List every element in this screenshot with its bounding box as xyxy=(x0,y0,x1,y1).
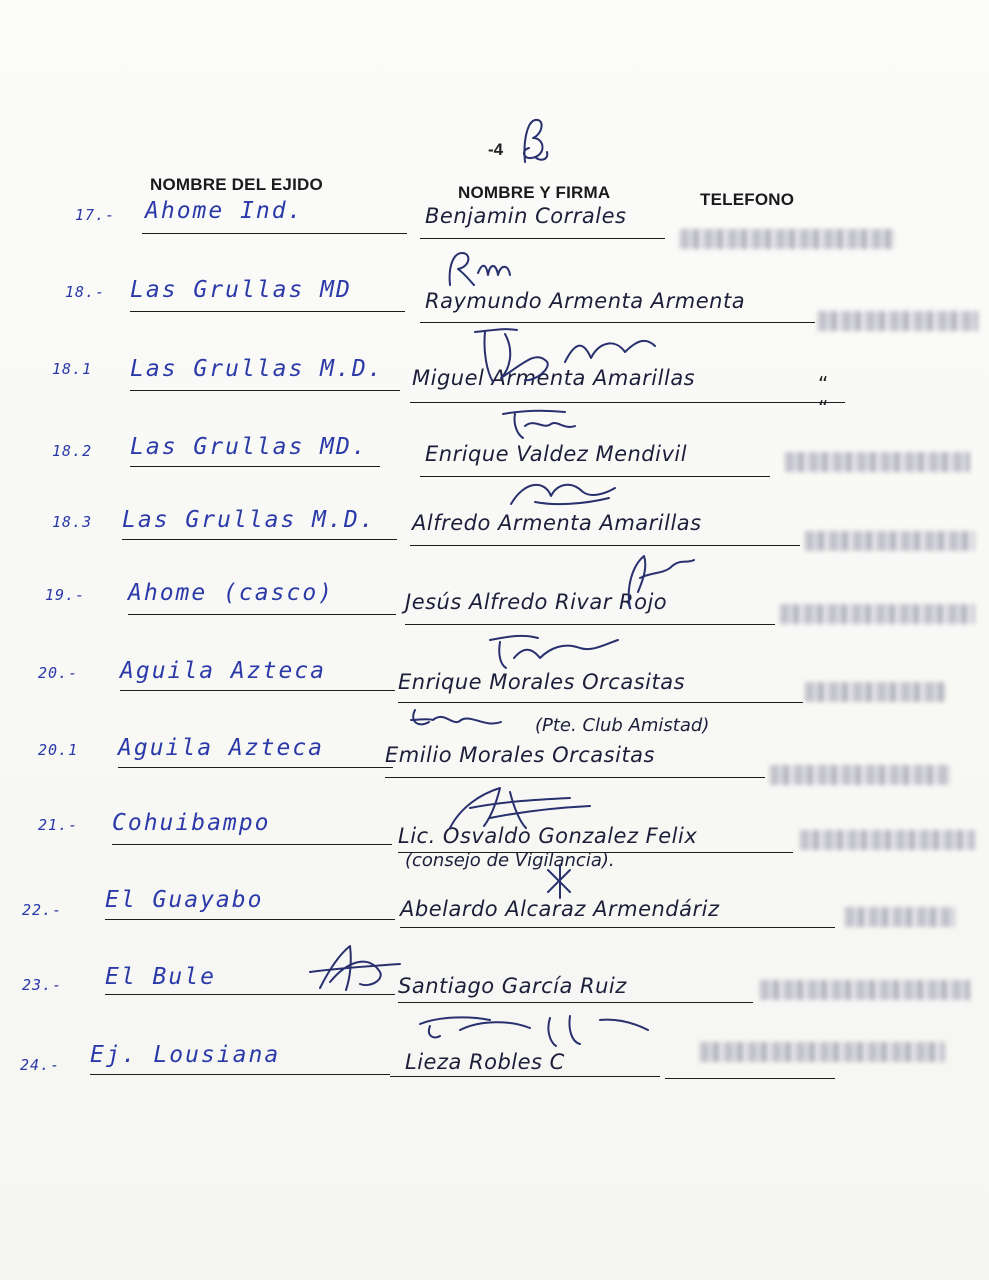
redacted-phone xyxy=(800,830,975,850)
redacted-phone xyxy=(818,311,978,331)
row-number: 18.1 xyxy=(52,360,93,378)
page-number: -4 xyxy=(488,140,504,159)
redacted-phone xyxy=(780,604,975,624)
table-row xyxy=(0,428,989,488)
ejido-name: Ahome Ind. xyxy=(145,198,304,224)
row-number: 20.- xyxy=(38,664,79,682)
ejido-name: Ej. Lousiana xyxy=(90,1042,281,1068)
redacted-phone xyxy=(770,765,950,785)
table-row xyxy=(0,352,989,420)
ejido-name: Aguila Azteca xyxy=(118,735,325,761)
row-number: 18.3 xyxy=(52,513,93,531)
ejido-name: El Bule xyxy=(105,964,216,990)
row-number: 22.- xyxy=(22,901,63,919)
table-row xyxy=(0,578,989,638)
row-number: 20.1 xyxy=(38,741,79,759)
header-telefono: TELEFONO xyxy=(700,190,795,209)
person-name: Enrique Valdez Mendivil xyxy=(425,442,688,466)
ditto-marks: “ “ xyxy=(818,372,889,420)
row-number: 18.- xyxy=(65,283,106,301)
table-row xyxy=(0,1040,989,1100)
redacted-phone xyxy=(845,907,955,927)
redacted-phone xyxy=(805,531,975,551)
redacted-phone xyxy=(785,452,970,472)
person-name: Benjamin Corrales xyxy=(425,204,627,228)
note-pte-club: (Pte. Club Amistad) xyxy=(535,715,710,736)
table-row xyxy=(0,656,989,716)
ejido-name: Ahome (casco) xyxy=(128,580,335,606)
redacted-phone xyxy=(680,229,895,249)
row-number: 24.- xyxy=(20,1056,61,1074)
person-name: Miguel Armenta Amarillas xyxy=(412,366,696,390)
ejido-name: El Guayabo xyxy=(105,887,264,913)
table-row xyxy=(0,275,989,335)
ejido-name: Las Grullas MD xyxy=(130,277,352,303)
person-name: Lic. Osvaldo Gonzalez Felix xyxy=(398,824,698,848)
row-number: 18.2 xyxy=(52,442,93,460)
redacted-phone xyxy=(700,1042,945,1062)
ejido-name: Las Grullas MD. xyxy=(130,434,368,460)
person-name: Santiago García Ruiz xyxy=(398,974,627,998)
row-number: 23.- xyxy=(22,976,63,994)
person-name: Jesús Alfredo Rivar Rojo xyxy=(405,590,668,614)
initials-signature xyxy=(505,112,565,172)
ejido-name: Cohuibampo xyxy=(112,810,271,836)
person-name: Alfredo Armenta Amarillas xyxy=(412,511,702,535)
person-name: Emilio Morales Orcasitas xyxy=(385,743,655,767)
ejido-name: Las Grullas M.D. xyxy=(130,356,384,382)
row-number: 17.- xyxy=(75,206,116,224)
header-nombre-del-ejido: NOMBRE DEL EJIDO xyxy=(150,175,323,194)
ejido-name: Las Grullas M.D. xyxy=(122,507,376,533)
header-nombre-y-firma: NOMBRE Y FIRMA xyxy=(458,183,611,202)
person-name: Raymundo Armenta Armenta xyxy=(425,289,746,313)
ejido-name: Aguila Azteca xyxy=(120,658,327,684)
note-consejo-vigilancia: (consejo de Vigilancia). xyxy=(405,850,615,871)
table-row xyxy=(0,196,989,256)
redacted-phone xyxy=(805,682,945,702)
redacted-phone xyxy=(760,980,970,1000)
person-name: Lieza Robles C xyxy=(405,1050,565,1074)
row-number: 19.- xyxy=(45,586,86,604)
table-row xyxy=(0,505,989,565)
table-row xyxy=(0,885,989,945)
person-name: Abelardo Alcaraz Armendáriz xyxy=(400,897,720,921)
row-number: 21.- xyxy=(38,816,79,834)
table-row xyxy=(0,962,989,1022)
table-row xyxy=(0,735,989,795)
person-name: Enrique Morales Orcasitas xyxy=(398,670,686,694)
